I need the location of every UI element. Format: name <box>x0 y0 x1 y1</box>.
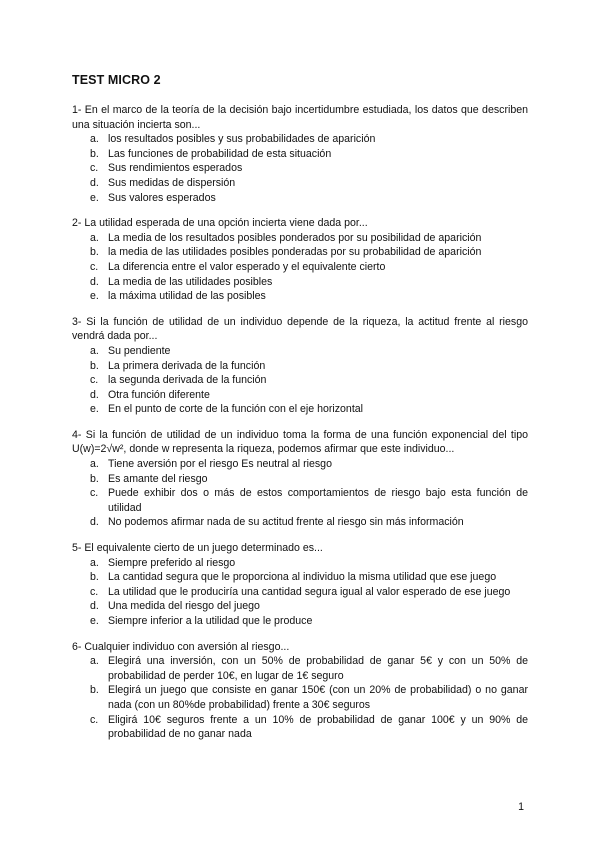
option-item <box>72 570 528 585</box>
questions-list <box>72 103 528 753</box>
option-text: Es amante del riesgo <box>108 472 208 485</box>
option-text: Las funciones de probabilidad de esta situación <box>108 147 332 160</box>
option-text: los resultados posibles y sus probabilidades de aparición <box>108 133 376 146</box>
option-letter: a. <box>90 655 99 668</box>
option-item <box>72 161 528 176</box>
option-letter: e. <box>90 290 99 303</box>
option-item <box>72 683 528 712</box>
option-item <box>72 486 528 515</box>
option-text: La cantidad segura que le proporciona al individuo la misma utilidad que ese juego <box>108 571 497 584</box>
option-text: En el punto de corte de la función con el eje horizontal <box>108 403 364 416</box>
option-item <box>72 176 528 191</box>
option-letter: a. <box>90 458 99 471</box>
option-item <box>72 402 528 417</box>
option-item <box>72 515 528 530</box>
option-item <box>72 359 528 374</box>
option-letter: d. <box>90 600 99 613</box>
option-letter: c. <box>90 162 99 175</box>
option-letter: b. <box>90 571 99 584</box>
question-text: 4- Si la función de utilidad de un individuo toma la forma de una función exponencial del tipo U(w)=2√w², donde w representa la riqueza, podemos afirmar que este individuo... <box>72 428 528 456</box>
option-letter: c. <box>90 713 99 726</box>
option-letter: e. <box>90 403 99 416</box>
question-text: 3- Si la función de utilidad de un individuo depende de la riqueza, la actitud frente al riesgo vendrá dada por... <box>72 315 528 343</box>
question-text: 1- En el marco de la teoría de la decisión bajo incertidumbre estudiada, los datos que describen una situación incierta son... <box>72 104 528 131</box>
option-item <box>72 132 528 147</box>
option-text: Elegirá una inversión, con un 50% de probabilidad de ganar 5€ y con un 50% de probabilidad de perder 10€, en lugar de 1€ seguro <box>108 655 528 682</box>
option-letter: c. <box>90 487 99 500</box>
option-item <box>72 654 528 683</box>
option-list <box>72 654 528 742</box>
option-text: Siempre inferior a la utilidad que le produce <box>108 615 313 627</box>
option-text: Una medida del riesgo del juego <box>108 600 260 613</box>
option-text: La media de los resultados posibles ponderados por su posibilidad de aparición <box>108 231 482 244</box>
question-5 <box>72 541 528 629</box>
option-item <box>72 191 528 206</box>
option-item <box>72 147 528 162</box>
option-letter: a. <box>90 344 99 357</box>
option-item <box>72 344 528 359</box>
option-text: la máxima utilidad de las posibles <box>108 290 266 303</box>
option-text: Sus medidas de dispersión <box>108 176 236 189</box>
option-letter: a. <box>90 133 99 146</box>
option-letter: b. <box>90 684 99 697</box>
option-letter: d. <box>90 516 99 529</box>
option-list <box>72 231 528 304</box>
option-text: La diferencia entre el valor esperado y el equivalente cierto <box>108 260 386 273</box>
option-text: Otra función diferente <box>108 388 210 401</box>
option-item <box>72 713 528 742</box>
question-text: 5- El equivalente cierto de un juego determinado es... <box>72 542 323 555</box>
option-letter: d. <box>90 176 99 189</box>
option-item <box>72 472 528 487</box>
option-text: La utilidad que le produciría una cantidad segura igual al valor esperado de ese juego <box>108 585 511 598</box>
option-text: La media de las utilidades posibles <box>108 275 273 288</box>
option-letter: c. <box>90 374 99 387</box>
question-4 <box>72 428 528 530</box>
question-6 <box>72 640 528 742</box>
option-text: La primera derivada de la función <box>108 359 266 372</box>
option-text: No podemos afirmar nada de su actitud frente al riesgo sin más información <box>108 516 464 529</box>
option-text: Elegirá un juego que consiste en ganar 150€ (con un 20% de probabilidad) o no ganar nada (con un 80%de probabilidad) frente a 30€ seguros <box>108 684 528 711</box>
option-letter: c. <box>90 585 99 598</box>
option-list <box>72 457 528 530</box>
question-3 <box>72 315 528 417</box>
option-letter: a. <box>90 556 99 569</box>
option-letter: d. <box>90 388 99 401</box>
option-item <box>72 245 528 260</box>
option-item <box>72 275 528 290</box>
question-1 <box>72 103 528 205</box>
option-letter: e. <box>90 191 99 204</box>
option-text: Su pendiente <box>108 344 171 357</box>
option-text: Sus valores esperados <box>108 191 216 204</box>
option-item <box>72 231 528 246</box>
option-item <box>72 260 528 275</box>
question-text: 2- La utilidad esperada de una opción incierta viene dada por... <box>72 217 368 230</box>
option-letter: b. <box>90 147 99 160</box>
option-text: Sus rendimientos esperados <box>108 162 243 175</box>
option-text: Siempre preferido al riesgo <box>108 556 236 569</box>
option-item <box>72 289 528 304</box>
option-text: la media de las utilidades posibles ponderadas por su probabilidad de aparición <box>108 246 482 259</box>
option-item <box>72 373 528 388</box>
option-letter: b. <box>90 472 99 485</box>
page-number: 1 <box>518 801 524 813</box>
option-letter: a. <box>90 231 99 244</box>
option-item <box>72 599 528 614</box>
option-item <box>72 556 528 571</box>
option-list <box>72 556 528 629</box>
option-list <box>72 344 528 417</box>
option-item <box>72 388 528 403</box>
option-item <box>72 585 528 600</box>
document-title: TEST MICRO 2 <box>72 73 161 87</box>
option-text: Tiene aversión por el riesgo Es neutral al riesgo <box>108 458 332 471</box>
option-letter: b. <box>90 246 99 259</box>
question-2 <box>72 216 528 304</box>
option-letter: d. <box>90 275 99 288</box>
option-item <box>72 457 528 472</box>
option-list <box>72 132 528 205</box>
question-text: 6- Cualquier individuo con aversión al riesgo... <box>72 640 290 653</box>
option-text: la segunda derivada de la función <box>108 374 267 387</box>
option-letter: b. <box>90 359 99 372</box>
option-letter: c. <box>90 260 99 273</box>
option-letter: e. <box>90 615 99 627</box>
option-item <box>72 614 528 629</box>
option-text: Puede exhibir dos o más de estos comportamientos de riesgo bajo esta función de utilidad <box>108 487 528 514</box>
option-text: Eligirá 10€ seguros frente a un 10% de probabilidad de ganar 100€ y un 90% de probabilidad de no ganar nada <box>108 713 528 741</box>
